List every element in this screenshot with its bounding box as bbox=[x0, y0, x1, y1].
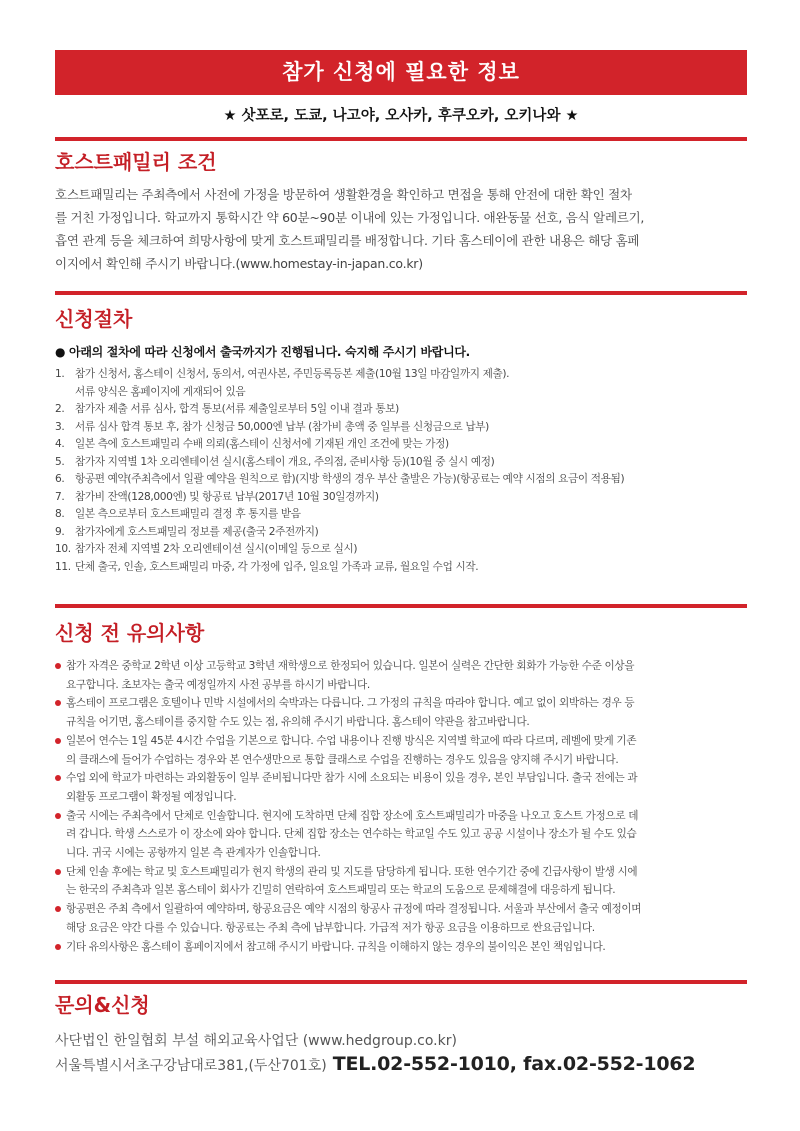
list-item: 9. 참가자에게 호스트패밀리 정보를 제공(출국 2주전까지) bbox=[55, 525, 319, 538]
procedure-lead-text: ● 아래의 절차에 따라 신청에서 출국까지가 진행됩니다. 숙지해 주시기 바랍니다. bbox=[55, 345, 470, 359]
list-item: 참가 자격은 중학교 2학년 이상 고등학교 3학년 재학생으로 한정되어 있습니다. 일본어 실력은 간단한 회화가 가능한 수준 이상을 요구합니다. 초보자는 출국 예정일까지 사전 공부를 하시기 바랍니다. bbox=[55, 657, 749, 694]
list-item: 항공편은 주최 측에서 일괄하여 예약하며, 항공요금은 예약 시점의 항공사 규정에 따라 결정됩니다. 서울과 부산에서 출국 예정이며 해당 요금은 약간 다를 수 있습니다. 항공료는 주최 측에 납부합니다. 가급적 저가 항공 요금을 이용하므로 싼요금입니다. bbox=[55, 900, 749, 937]
list-item: 일본어 연수는 1일 45분 4시간 수업을 기본으로 합니다. 수업 내용이나 진행 방식은 지역별 학교에 따라 다르며, 레벨에 맞게 기존 의 클래스에 들어가 수업하는 경우와 본 연수생만으로 통합 클래스로 수업을 진행하는 경우도 있음을 양지해 주시기 바랍니다. bbox=[55, 732, 749, 769]
bullet-dot-icon bbox=[55, 869, 61, 875]
section-divider bbox=[55, 137, 747, 141]
section-title-procedure: 신청절차 bbox=[55, 307, 133, 331]
bullet-dot-icon bbox=[55, 775, 61, 781]
section-title-contact: 문의&신청 bbox=[55, 993, 150, 1017]
cities-subtitle: ★ 삿포로, 도쿄, 나고야, 오사카, 후쿠오카, 오키나와 ★ bbox=[223, 108, 579, 124]
list-item: 6. 항공편 예약(주최측에서 일괄 예약을 원칙으로 함)(지방 학생의 경우 부산 출발은 가능)(항공료는 예약 시점의 요금이 적용됨) bbox=[55, 473, 625, 485]
list-item: 8. 일본 측으로부터 호스트패밀리 결정 후 통지를 받음 bbox=[55, 508, 301, 520]
procedure-steps-list bbox=[55, 366, 749, 576]
list-item: 1. 참가 신청서, 홈스테이 신청서, 동의서, 여권사본, 주민등록등본 제출(10월 13일 마감일까지 제출). bbox=[55, 368, 510, 380]
list-item: 7. 참가비 잔액(128,000엔) 및 항공료 납부(2017년 10월 30일경까지) bbox=[55, 490, 379, 503]
page-banner-title: 참가 신청에 필요한 정보 bbox=[55, 50, 747, 95]
address-text: 서울특별시서초구강남대로381,(두산701호) bbox=[55, 1058, 327, 1074]
bullet-dot-icon bbox=[55, 813, 61, 819]
section-divider bbox=[55, 604, 747, 608]
list-item: 3. 서류 심사 합격 통보 후, 참가 신청금 50,000엔 납부 (참가비 총액 중 일부를 신청금으로 납부) bbox=[55, 420, 489, 433]
bullet-dot-icon bbox=[55, 663, 61, 669]
host-family-paragraph: 호스트패밀리는 주최측에서 사전에 가정을 방문하여 생활환경을 확인하고 면접을 통해 안전에 대한 확인 절차 를 거친 가정입니다. 학교까지 통학시간 약 60분~90분 이내에 있는 가정입니다. 애완동물 선호, 음식 알레르기, 흡연 관계 등을 체크하여 희망사항에 맞게 호스트패밀리를 배정합니다. 기타 홈스테이에 관한 내용은 해당 홈페 이지에서 확인해 주시기 바랍니다.(www.homestay-in-japan.co.kr) bbox=[55, 187, 645, 271]
list-item: 기타 유의사항은 홈스테이 홈페이지에서 참고해 주시기 바랍니다. 규칙을 이해하지 않는 경우의 불이익은 본인 책임입니다. bbox=[55, 938, 749, 957]
bullet-dot-icon bbox=[55, 700, 61, 706]
list-item: 수업 외에 학교가 마련하는 과외활동이 일부 준비됩니다만 참가 시에 소요되는 비용이 있을 경우, 본인 부담입니다. 출국 전에는 과 외활동 프로그램이 확정될 예정입니다. bbox=[55, 769, 749, 806]
list-item: 10. 참가자 전체 지역별 2차 오리엔테이션 실시(이메일 등으로 실시) bbox=[55, 543, 358, 555]
bullet-dot-icon bbox=[55, 906, 61, 912]
list-item: 홈스테이 프로그램은 호텔이나 민박 시설에서의 숙박과는 다릅니다. 그 가정의 규칙을 따라야 합니다. 예고 없이 외박하는 경우 등 규칙을 어기면, 홈스테이를 중지할 수도 있는 점, 유의해 주시기 바랍니다. 홈스테이 약관을 참고바랍니다. bbox=[55, 694, 749, 731]
list-item: 단체 인솔 후에는 학교 및 호스트패밀리가 현지 학생의 관리 및 지도를 담당하게 됩니다. 또한 연수기간 중에 긴급사항이 발생 시에 는 한국의 주최측과 일본 홈스테이 회사가 긴밀히 연락하여 호스트패밀리 또는 학교의 도움으로 문제해결에 대응하게 됩니다. bbox=[55, 863, 749, 900]
section-divider bbox=[55, 291, 747, 295]
bullet-dot-icon bbox=[55, 944, 61, 950]
section-divider bbox=[55, 980, 747, 984]
section-title-host-family: 호스트패밀리 조건 bbox=[55, 150, 217, 174]
list-item: 서류 양식은 홈페이지에 게재되어 있음 bbox=[75, 385, 246, 398]
list-item: 출국 시에는 주최측에서 단체로 인솔합니다. 현지에 도착하면 단체 집합 장소에 호스트패밀리가 마중을 나오고 호스트 가정으로 데 려 갑니다. 학생 스스로가 이 장소에 와야 합니다. 단체 집합 장소는 연수하는 학교일 수도 있고 공공 시설이나 장소가 될 수도 있습 니다. 귀국 시에는 공항까지 일본 측 관계자가 인솔합니다. bbox=[55, 807, 749, 863]
phone-fax-text: TEL.02-552-1010, fax.02-552-1062 bbox=[332, 1053, 696, 1075]
list-item: 4. 일본 측에 호스트패밀리 수배 의뢰(홈스테이 신청서에 기재된 개인 조건에 맞는 가정) bbox=[55, 438, 449, 450]
address-and-phone bbox=[55, 1053, 695, 1075]
list-item: 5. 참가자 지역별 1차 오리엔테이션 실시(홈스테이 개요, 주의점, 준비사항 등)(10월 중 실시 예정) bbox=[55, 455, 495, 468]
precautions-list bbox=[55, 657, 749, 956]
section-title-precautions: 신청 전 유의사항 bbox=[55, 621, 205, 645]
organization-info: 사단법인 한일협회 부설 해외교육사업단 (www.hedgroup.co.kr) bbox=[55, 1033, 457, 1049]
list-item: 11. 단체 출국, 인솔, 호스트패밀리 마중, 각 가정에 입주, 일요일 가족과 교류, 월요일 수업 시작. bbox=[55, 560, 479, 573]
bullet-dot-icon bbox=[55, 738, 61, 744]
list-item: 2. 참가자 제출 서류 심사, 합격 통보(서류 제출일로부터 5일 이내 결과 통보) bbox=[55, 403, 399, 415]
